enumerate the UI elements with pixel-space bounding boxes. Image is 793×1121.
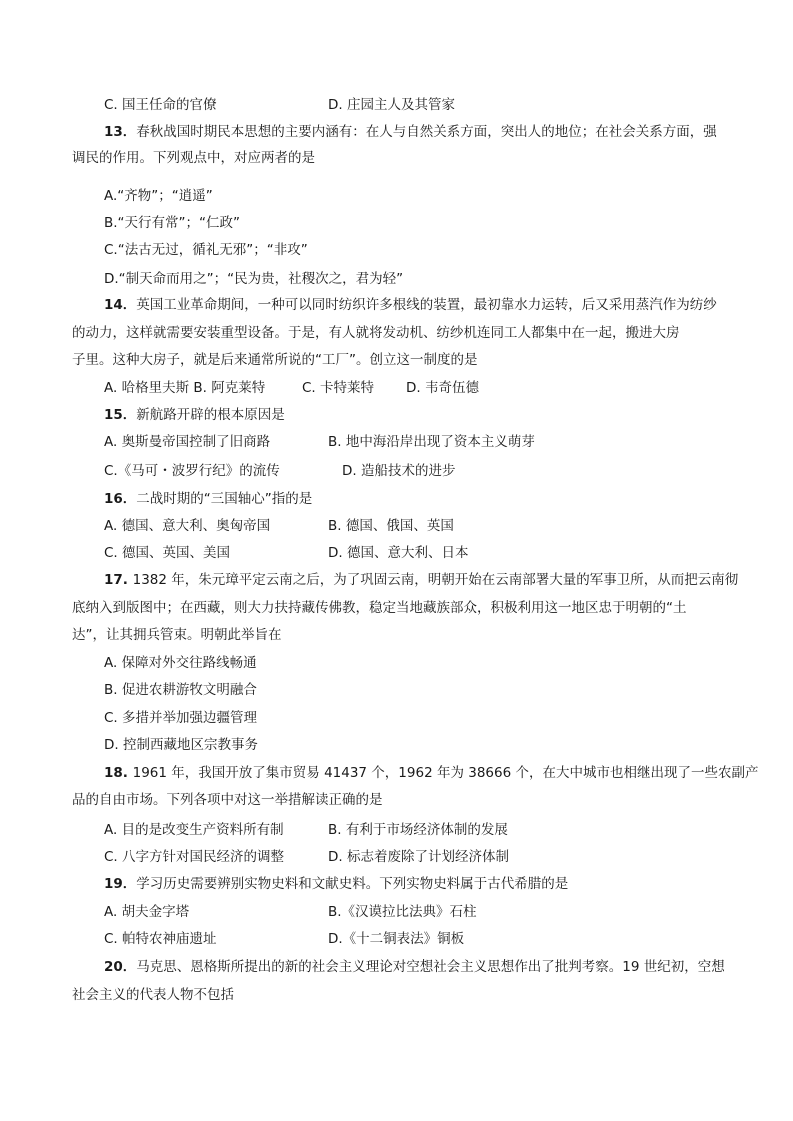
q14-stem-line-3: 子里。这种大房子，就是后来通常所说的“工厂”。创立这一制度的是 (72, 352, 478, 368)
q16-stem-line-1 (104, 489, 312, 509)
q17-stem-line-1 (104, 570, 738, 590)
q20-stem-text-1: 马克思、恩格斯所提出的新的社会主义理论对空想社会主义思想作出了批判考察。19 世纪初，空想 (136, 959, 725, 975)
q17-option-c: C. 多措并举加强边疆管理 (104, 710, 258, 726)
q15-option-b: B. 地中海沿岸出现了资本主义萌芽 (328, 434, 535, 450)
q12-option-c: C. 国王任命的官僚 (104, 97, 217, 113)
q13-option-a: A.“齐物”；“逍遥” (104, 188, 213, 204)
q13-stem-line-1 (104, 122, 717, 142)
q16-option-d: D. 德国、意大利、日本 (328, 545, 469, 561)
q13-option-d: D.“制天命而用之”；“民为贵，社稷次之，君为轻” (104, 271, 404, 287)
q17-option-b: B. 促进农耕游牧文明融合 (104, 682, 257, 698)
q14-option-c: C. 卡特莱特 (302, 380, 375, 396)
q12-option-d: D. 庄园主人及其管家 (328, 97, 455, 113)
q16-option-a: A. 德国、意大利、奥匈帝国 (104, 518, 271, 534)
q14-number: 14． (104, 297, 137, 313)
q18-stem-line-1 (104, 763, 758, 783)
q16-option-b: B. 德国、俄国、英国 (328, 518, 454, 534)
q17-stem-line-3: 达”，让其拥兵管束。明朝此举旨在 (72, 627, 282, 643)
q13-option-c: C.“法古无过，循礼无邪”；“非攻” (104, 242, 308, 258)
q14-stem-line-1 (104, 295, 717, 315)
q19-stem-line-1 (104, 874, 568, 894)
q15-option-d: D. 造船技术的进步 (342, 463, 456, 479)
q18-option-b: B. 有利于市场经济体制的发展 (328, 822, 508, 838)
q15-option-a: A. 奥斯曼帝国控制了旧商路 (104, 434, 271, 450)
q13-stem-text-1: 春秋战国时期民本思想的主要内涵有：在人与自然关系方面，突出人的地位；在社会关系方面，强 (136, 124, 717, 140)
q18-option-d: D. 标志着废除了计划经济体制 (328, 849, 509, 865)
q18-stem-text-1: 1961 年，我国开放了集市贸易 41437 个，1962 年为 38666 个，在大中城市也相继出现了一些农副产 (132, 765, 759, 781)
q16-option-c: C. 德国、英国、美国 (104, 545, 231, 561)
q19-option-c: C. 帕特农神庙遗址 (104, 931, 217, 947)
q14-stem-text-1: 英国工业革命期间，一种可以同时纺织许多根线的装置，最初靠水力运转，后又采用蒸汽作为纺纱 (136, 297, 717, 313)
q18-number: 18. (104, 765, 133, 781)
q17-stem-text-1: 1382 年，朱元璋平定云南之后，为了巩固云南，明朝开始在云南部署大量的军事卫所，从而把云南彻 (132, 572, 739, 588)
q14-option-d: D. 韦奇伍德 (406, 380, 479, 396)
q15-number: 15． (104, 407, 137, 423)
q19-option-a: A. 胡夫金字塔 (104, 904, 190, 920)
q13-number: 13． (104, 124, 137, 140)
q20-stem-line-2: 社会主义的代表人物不包括 (72, 987, 234, 1003)
q19-option-d: D.《十二铜表法》铜板 (328, 931, 465, 947)
q19-stem-text-1: 学习历史需要辨别实物史料和文献史料。下列实物史料属于古代希腊的是 (136, 876, 569, 892)
q15-stem-line-1 (104, 405, 285, 425)
q19-number: 19． (104, 876, 137, 892)
q19-option-b: B.《汉谟拉比法典》石柱 (328, 904, 477, 920)
q18-option-a: A. 目的是改变生产资料所有制 (104, 822, 284, 838)
q18-stem-line-2: 品的自由市场。下列各项中对这一举措解读正确的是 (72, 792, 383, 808)
q14-option-ab: A. 哈格里夫斯 B. 阿克莱特 (104, 380, 266, 396)
q17-number: 17. (104, 572, 133, 588)
q13-option-b: B.“天行有常”；“仁政” (104, 215, 241, 231)
q17-stem-line-2: 底纳入到版图中；在西藏，则大力扶持藏传佛教，稳定当地藏族部众，积极利用这一地区忠于明朝的“土 (72, 600, 687, 616)
q13-stem-line-2: 调民的作用。下列观点中，对应两者的是 (72, 150, 315, 166)
q16-number: 16． (104, 491, 137, 507)
q20-stem-line-1 (104, 957, 725, 977)
q18-option-c: C. 八字方针对国民经济的调整 (104, 849, 285, 865)
q15-option-c: C.《马可・波罗行纪》的流传 (104, 463, 280, 479)
q17-option-d: D. 控制西藏地区宗教事务 (104, 737, 258, 753)
q14-stem-line-2: 的动力，这样就需要安装重型设备。于是，有人就将发动机、纺纱机连同工人都集中在一起，搬进大房 (72, 325, 680, 341)
q15-stem-text-1: 新航路开辟的根本原因是 (136, 407, 285, 423)
q17-option-a: A. 保障对外交往路线畅通 (104, 655, 257, 671)
q16-stem-text-1: 二战时期的“三国轴心”指的是 (136, 491, 313, 507)
q20-number: 20． (104, 959, 137, 975)
